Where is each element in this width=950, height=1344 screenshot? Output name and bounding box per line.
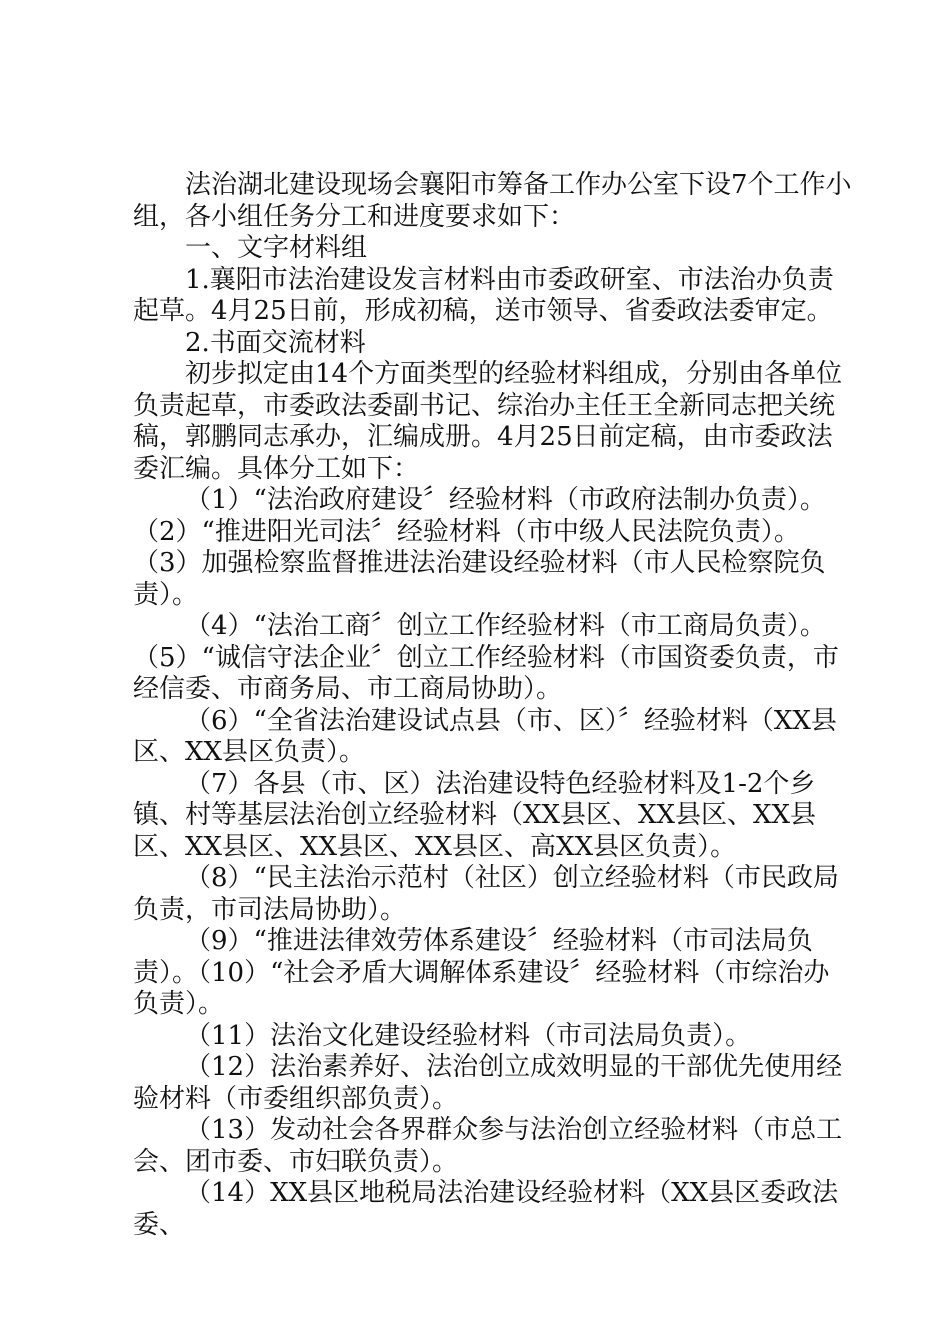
paragraph-intro: 法治湖北建设现场会襄阳市筹备工作办公室下设7个工作小组，各小组任务分工和进度要求如下： — [133, 170, 852, 232]
document-body — [133, 170, 853, 1241]
list-item-6: （6）“全省法治建设试点县（市、区）〞经验材料（XX县区、XX县区负责）。 — [133, 705, 837, 767]
list-item-7: （7）各县（市、区）法治建设特色经验材料及1-2个乡镇、村等基层法治创立经验材料（XX县区、XX县区、XX县区、XX县区、XX县区、XX县区、高XX县区负责）。 — [133, 768, 817, 862]
list-item-1: （1）“法治政府建设〞经验材料（市政府法制办负责）。 — [185, 485, 826, 515]
list-item-13: （13）发动社会各界群众参与法治创立经验材料（市总工会、团市委、市妇联负责）。 — [133, 1115, 843, 1177]
section-heading-text-materials: 一、文字材料组 — [185, 233, 368, 263]
list-item-14: （14）XX县区地税局法治建设经验材料（XX县区委政法委、 — [133, 1178, 839, 1240]
paragraph-item-2-heading: 2.书面交流材料 — [185, 327, 366, 358]
list-item-12: （12）法治素养好、法治创立成效明显的干部优先使用经验材料（市委组织部负责）。 — [133, 1052, 843, 1114]
list-item-5: （5）“诚信守法企业〞创立工作经验材料（市国资委负责，市经信委、市商务局、市工商局协助）。 — [133, 642, 839, 704]
list-item-11: （11）法治文化建设经验材料（市司法局负责）。 — [185, 1020, 752, 1051]
paragraph-item-1: 1.襄阳市法治建设发言材料由市委政研室、市法治办负责起草。4月25日前，形成初稿，送市领导、省委政法委审定。 — [133, 264, 834, 326]
list-item-9-10: （9）“推进法律效劳体系建设〞经验材料（市司法局负责）。（10）“社会矛盾大调解体系建设〞经验材料（市综治办负责）。 — [133, 926, 830, 1019]
list-item-3: （3）加强检察监督推进法治建设经验材料（市人民检察院负责）。 — [133, 548, 826, 610]
paragraph-plan: 初步拟定由14个方面类型的经验材料组成，分别由各单位负责起草，市委政法委副书记、综治办主任王全新同志把关统稿，郭鹏同志承办，汇编成册。4月25日前定稿，由市委政法委汇编。具体分工如下： — [133, 359, 843, 484]
list-item-2: （2）“推进阳光司法〞经验材料（市中级人民法院负责）。 — [133, 516, 800, 547]
list-item-8: （8）“民主法治示范村（社区）创立经验材料（市民政局负责，市司法局协助）。 — [133, 863, 839, 925]
list-item-4: （4）“法治工商〞创立工作经验材料（市工商局负责）。 — [185, 611, 826, 641]
